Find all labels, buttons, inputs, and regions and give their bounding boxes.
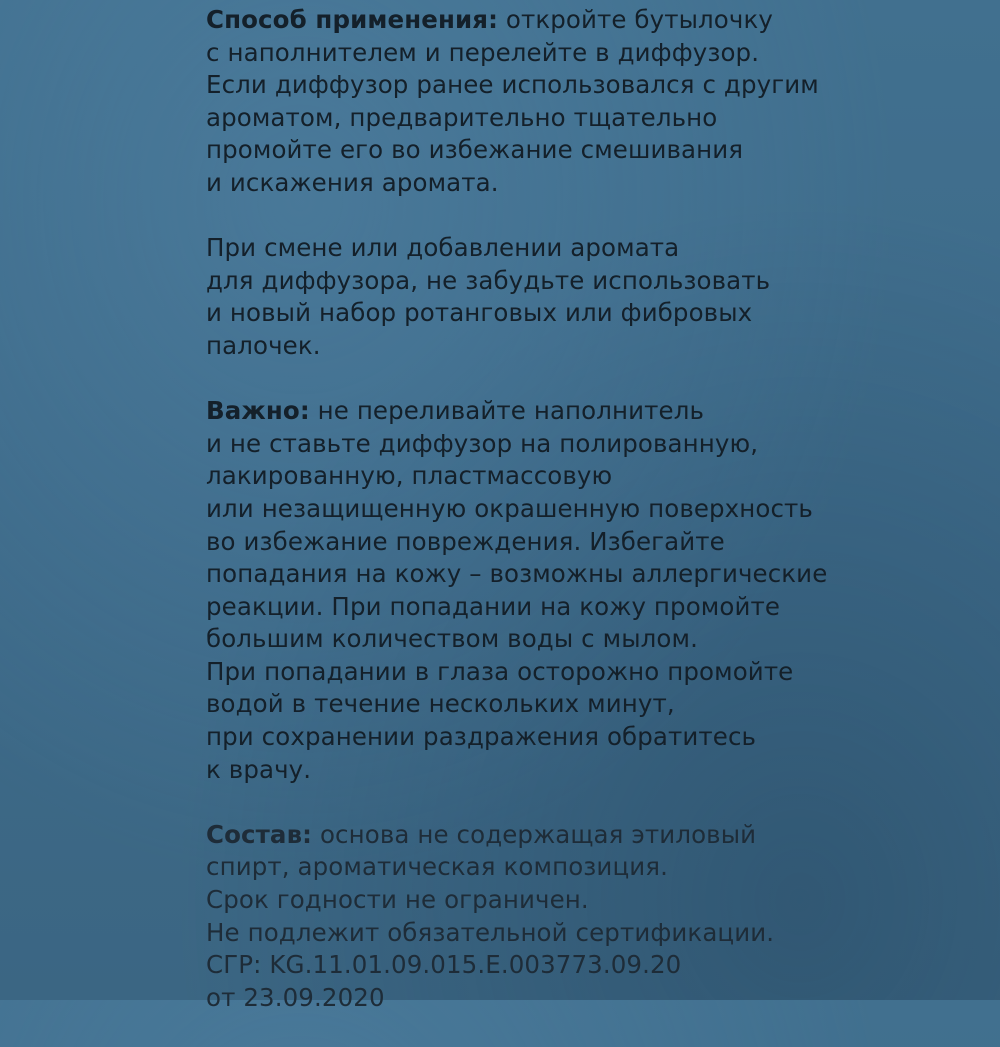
usage-first-line [206,4,986,37]
replacement-line: для диффузора, не забудьте использовать [206,265,771,295]
replacement-line: При смене или добавлении аромата [206,233,680,263]
composition-first-line-text: основа не содержащая этиловый [312,819,757,849]
registration-number: СГР: KG.11.01.09.015.Е.003773.09.20 [206,950,682,980]
important-section [206,395,986,786]
composition-heading: Состав: [206,819,313,849]
important-line: водой в течение нескольких минут, [206,689,675,719]
important-line: большим количеством воды с мылом. [206,624,698,654]
registration-date: от 23.09.2020 [206,982,385,1012]
important-heading: Важно: [206,396,310,426]
usage-line: промойте его во избежание смешивания [206,135,744,165]
important-line: лакированную, пластмассовую [206,461,613,491]
replacement-section [206,232,986,362]
usage-section [206,4,986,200]
important-line: или незащищенную окрашенную поверхность [206,493,813,523]
composition-first-line [206,819,986,852]
certification-line: Не подлежит обязательной сертификации. [206,917,775,947]
important-line: к врачу. [206,754,312,784]
important-line: попадания на кожу – возможны аллергические [206,559,828,589]
important-first-line-text: не переливайте наполнитель [309,396,705,426]
composition-section [206,819,986,1015]
important-line: реакции. При попадании на кожу промойте [206,591,781,621]
instructions-text-block [206,4,986,1047]
replacement-line: и новый набор ротанговых или фибровых [206,298,753,328]
usage-line: Если диффузор ранее использовался с другим [206,70,819,100]
important-line: При попадании в глаза осторожно промойте [206,656,794,686]
important-first-line [206,395,986,428]
shelf-life-line: Срок годности не ограничен. [206,885,589,915]
usage-line: ароматом, предварительно тщательно [206,102,718,132]
composition-line: спирт, ароматическая композиция. [206,852,668,882]
important-line: и не ставьте диффузор на полированную, [206,428,759,458]
usage-line: и искажения аромата. [206,167,499,197]
usage-line: с наполнителем и перелейте в диффузор. [206,37,760,67]
usage-heading: Способ применения: [206,5,498,34]
important-line: во избежание повреждения. Избегайте [206,526,725,556]
replacement-line: палочек. [206,330,321,360]
important-line: при сохранении раздражения обратитесь [206,722,757,752]
usage-first-line-text: откройте бутылочку [497,5,773,34]
